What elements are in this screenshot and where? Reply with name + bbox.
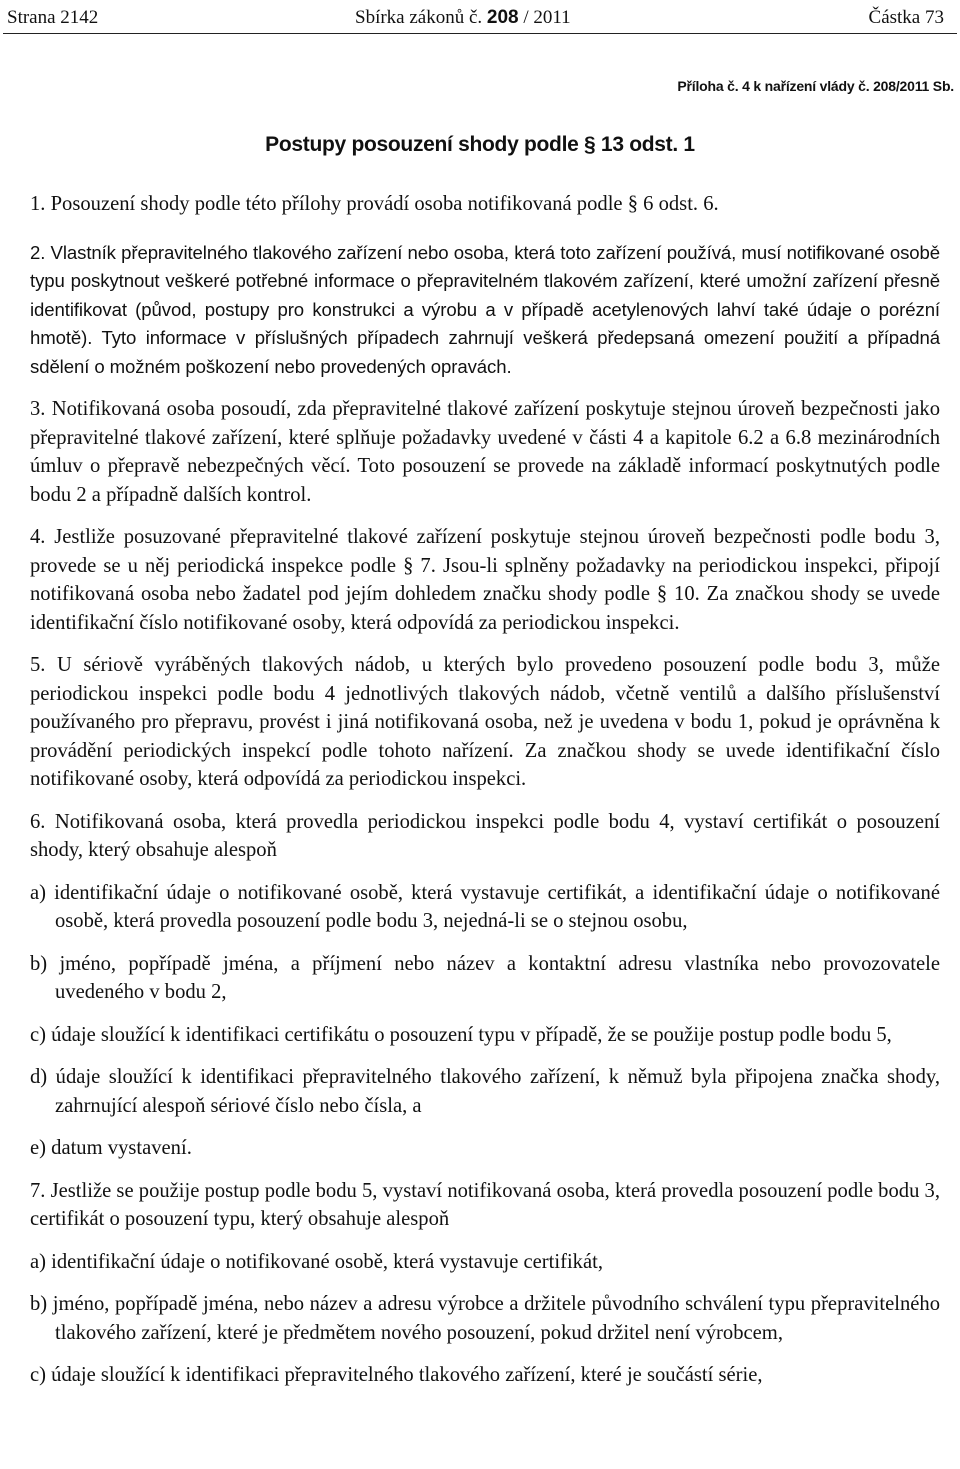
list-item: c) údaje sloužící k identifikaci certifikátu o posouzení typu v případě, že se použije postup podle bodu 5,: [30, 1023, 892, 1046]
paragraph-6: 6. Notifikovaná osoba, která provedla periodickou inspekci podle bodu 4, vystaví certifikát o posouzení shody, který obsahuje alespoň: [30, 810, 940, 861]
page-title: Postupy posouzení shody podle § 13 odst. 1: [265, 133, 695, 156]
paragraph-3: 3. Notifikovaná osoba posoudí, zda přepravitelné tlakové zařízení poskytuje stejnou úroveň bezpečnosti jako přepravitelné tlakové zařízení, které splňuje požadavky uvedené v části 4 a kapitole 6.2 a 6.8 mezinárodních úmluv o přepravě nebezpečných věcí. Toto posouzení se provede na základě informací poskytnutých podle bodu 2 a případně dalších kontrol.: [30, 398, 940, 506]
collection-prefix: Sbírka zákonů č.: [355, 7, 483, 28]
list-item: e) datum vystavení.: [30, 1137, 192, 1159]
list-paragraph-6: [30, 879, 940, 1163]
collection-year: / 2011: [523, 7, 571, 28]
list-item: a) identifikační údaje o notifikované osobě, která vystavuje certifikát,: [30, 1250, 603, 1273]
paragraph-1: 1. Posouzení shody podle této přílohy provádí osoba notifikovaná podle § 6 odst. 6.: [30, 193, 719, 215]
document-body: [30, 190, 940, 1390]
page-header: [0, 0, 960, 36]
part-number: Částka 73: [868, 7, 944, 28]
collection-reference: [355, 0, 571, 36]
list-item: a) identifikační údaje o notifikované osobě, která vystavuje certifikát, a identifikační údaje o notifikované osobě, která provedla posouzení podle bodu 3, nejedná-li se o stejnou osobu,: [30, 881, 940, 932]
list-item: c) údaje sloužící k identifikaci přepravitelného tlakového zařízení, které je součástí série,: [30, 1364, 763, 1386]
list-item: d) údaje sloužící k identifikaci přepravitelného tlakového zařízení, k němuž byla připojena značka shody, zahrnující alespoň sériové číslo nebo čísla, a: [30, 1066, 940, 1117]
header-rule: [3, 33, 957, 34]
list-item: b) jméno, popřípadě jména, nebo název a adresu výrobce a držitele původního schválení typu přepravitelného tlakového zařízení, které je předmětem nového posouzení, pokud držitel není výrobcem,: [30, 1293, 940, 1344]
collection-number: 208: [486, 7, 519, 28]
paragraph-4: 4. Jestliže posuzované přepravitelné tlakové zařízení poskytuje stejnou úroveň bezpečnosti podle bodu 3, provede se u něj periodická inspekce podle § 7. Jsou-li splněny požadavky na periodickou inspekci, připojí notifikovaná osoba nebo žadatel pod jejím dohledem značku shody podle § 10. Za značkou shody se uvede identifikační číslo notifikované osoby, která odpovídá za periodickou inspekci.: [30, 526, 940, 634]
page-number: Strana 2142: [7, 7, 99, 28]
list-paragraph-7: [30, 1248, 940, 1390]
paragraph-2: 2. Vlastník přepravitelného tlakového zařízení nebo osoba, která toto zařízení používá, musí notifikované osobě typu poskytnout veškeré potřebné informace o přepravitelném tlakovém zařízení, které umožní zařízení přesně identifikovat (původ, postupy pro konstrukci a výrobu a v případě acetylenových lahví také údaje o porézní hmotě). Tyto informace v příslušných případech zahrnují veškerá předepsaná omezení použití a případná sdělení o možném poškození nebo provedených opravách.: [30, 241, 940, 377]
list-item: b) jméno, popřípadě jména, a příjmení nebo název a kontaktní adresu vlastníka nebo provozovatele uvedeného v bodu 2,: [30, 952, 940, 1003]
paragraph-7: 7. Jestliže se použije postup podle bodu 5, vystaví notifikovaná osoba, která provedla posouzení podle bodu 3, certifikát o posouzení typu, který obsahuje alespoň: [30, 1179, 940, 1230]
paragraph-5: 5. U sériově vyráběných tlakových nádob, u kterých bylo provedeno posouzení podle bodu 3, může periodickou inspekci podle bodu 4 jednotlivých tlakových nádob, včetně ventilů a dalšího příslušenství používaného pro přepravu, provést i jiná notifikovaná osoba, než je uvedena v bodu 1, pokud je oprávněna k provádění periodických inspekcí podle tohoto nařízení. Za značkou shody se uvede identifikační číslo notifikované osoby, která odpovídá za periodickou inspekci.: [30, 654, 940, 790]
annex-label: Příloha č. 4 k nařízení vlády č. 208/2011 Sb.: [677, 78, 954, 94]
